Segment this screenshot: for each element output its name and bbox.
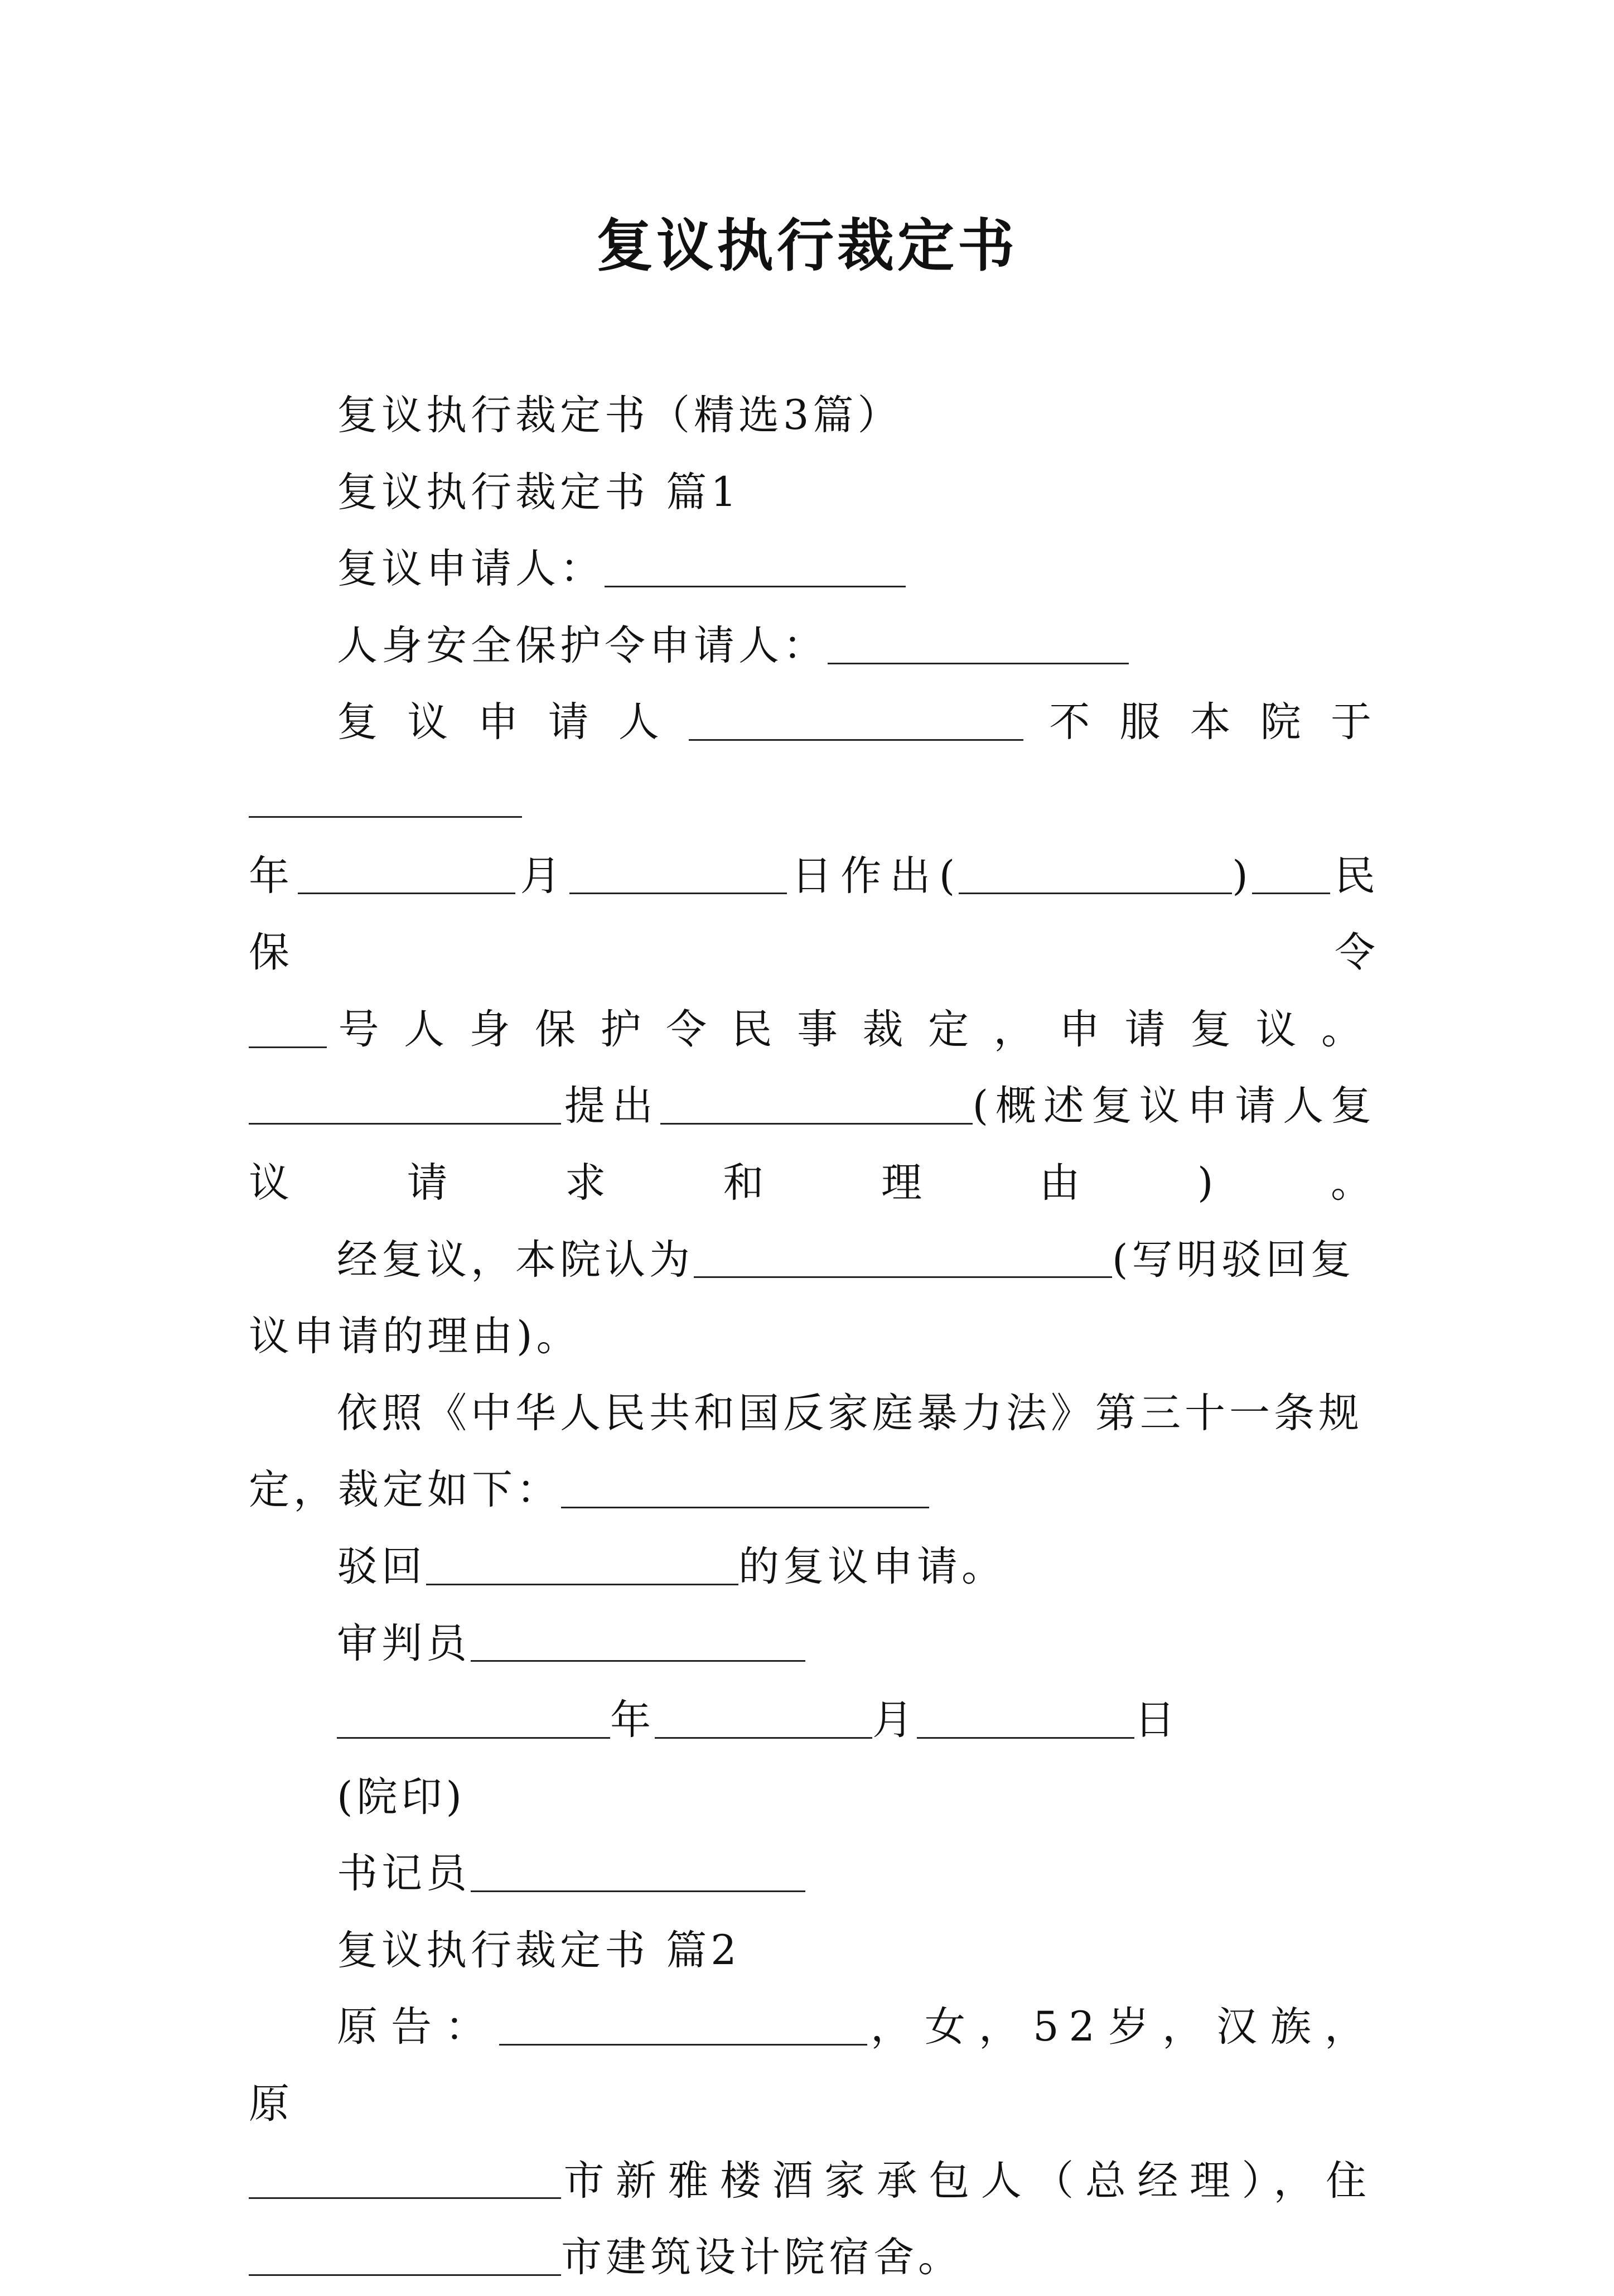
text-line [249,1068,1375,1221]
text-line [249,684,1375,837]
text-run: 依照《中华人民共和国反家庭暴力法》第三十一条规定，裁定如下： [249,1389,1363,1514]
text-run: 月 [515,852,569,900]
text-run: 复议申请人 [337,698,689,746]
field-applicant [249,530,1375,607]
blank-line [249,777,522,817]
text-run: ) [1232,852,1252,900]
text-line [249,991,1375,1068]
paragraph-plaintiff [249,1989,1375,2295]
section-heading-text: 复议执行裁定书 篇2 [337,1926,741,1974]
text-run: 原告： [337,2003,500,2051]
blank-line [605,547,906,587]
field-label: 复议申请人： [337,545,605,593]
subtitle-selected [249,377,1375,454]
blank-line [1252,854,1330,894]
court-seal [249,1759,1375,1836]
text-run: 经复议，本院认为 [337,1236,694,1284]
blank-line [694,1238,1112,1278]
blank-line [561,1468,929,1508]
blank-line [426,1545,738,1585]
signature-judge [249,1605,1375,1682]
text-run: 日作出( [786,852,959,900]
blank-line [471,1852,805,1892]
text-line [249,2219,1375,2296]
section-heading-1 [249,454,1375,531]
blank-line [471,1622,805,1662]
blank-line [959,854,1232,894]
text-run: ，女，52岁，汉族，原 [249,2003,1376,2128]
text-run: 年 [610,1696,655,1744]
signature-clerk [249,1835,1375,1912]
blank-line [249,2236,561,2276]
text-run: 审判员 [337,1619,471,1667]
text-run: 日 [1134,1696,1179,1744]
text-run: 不服本院于 [1023,698,1375,746]
blank-line [249,1007,327,1048]
text-run: 市建筑设计院宿舍。 [561,2234,963,2281]
text-run: (写明驳回复议申请的理由)。 [249,1236,1355,1361]
blank-line [298,854,515,894]
blank-line [689,701,1023,741]
paragraph-application [249,684,1375,1221]
text-run: 提出 [561,1082,660,1130]
text-run: (概述复议申请人复议请求和理由)。 [249,1082,1376,1207]
signature-date [249,1682,1375,1759]
text-run: 年 [249,852,298,900]
blank-line [569,854,787,894]
field-protection-applicant [249,607,1375,684]
text-run: 的复议申请。 [738,1542,1006,1590]
blank-line [828,624,1129,664]
document-body [249,377,1375,2296]
text-run: 书记员 [337,1850,471,1898]
text-line [249,2143,1375,2220]
text-run: 月 [872,1696,917,1744]
field-label: 人身安全保护令申请人： [337,621,828,669]
blank-line [249,2159,561,2199]
blank-line [249,1084,561,1125]
document-title: 复议执行裁定书 [596,213,1018,279]
text-line [249,1989,1375,2142]
text-line [249,838,1375,991]
ruling-reject [249,1528,1375,1605]
blank-line [655,1699,872,1739]
paragraph-review [249,1222,1375,1375]
text-run: 驳回 [337,1542,426,1590]
text-run: 号人身保护令民事裁定，申请复议。 [327,1005,1375,1053]
blank-line [337,1699,610,1739]
section-heading-2 [249,1912,1375,1989]
blank-line [917,1699,1134,1739]
blank-line [660,1084,973,1125]
section-heading-text: 复议执行裁定书 篇1 [337,468,741,516]
paragraph-legal-basis [249,1375,1375,1528]
blank-line [499,2005,867,2046]
subtitle-text: 复议执行裁定书（精选3篇） [337,392,902,439]
text-run: (院印) [337,1773,466,1821]
text-run: 市新雅楼酒家承包人（总经理），住 [561,2157,1375,2205]
text-run: 民保令 [249,852,1376,977]
